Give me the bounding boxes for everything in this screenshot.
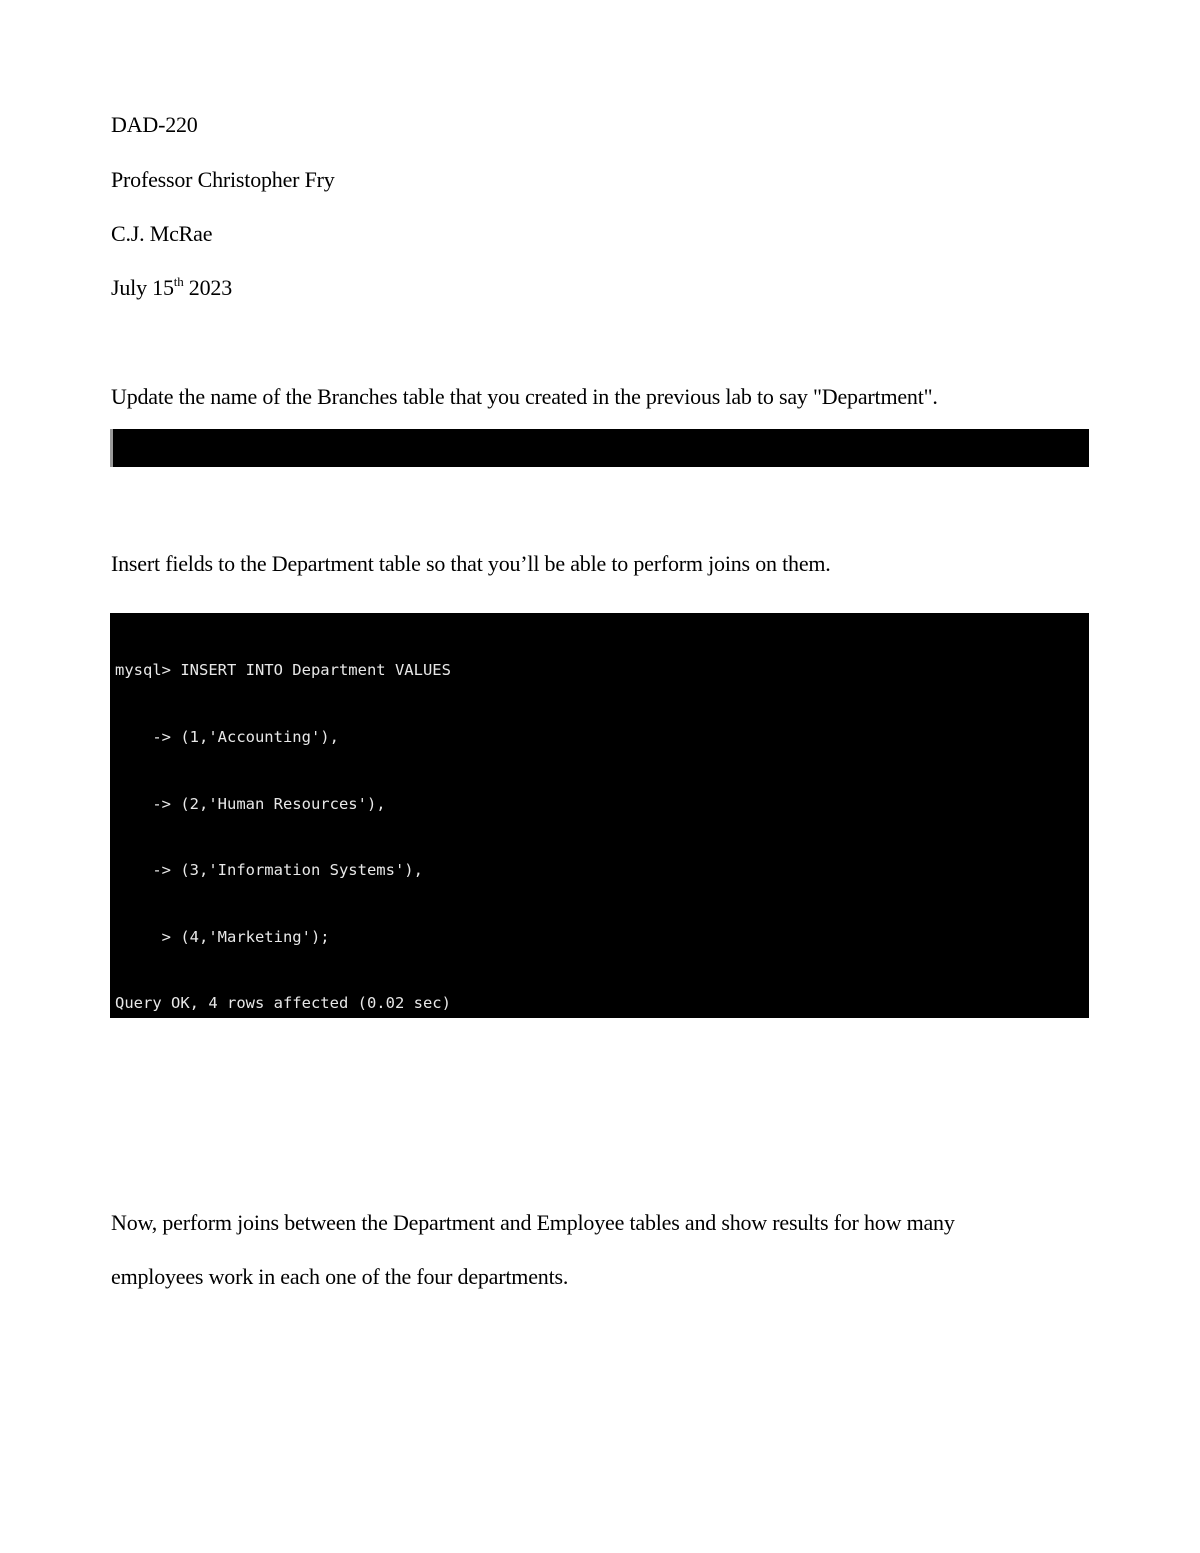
terminal-screenshot-insert	[110, 613, 1089, 1018]
instruction-rename: Update the name of the Branches table that you created in the previous lab to say "Department".	[111, 384, 938, 409]
instruction-joins-line2: employees work in each one of the four departments.	[111, 1264, 569, 1289]
terminal-line: -> (2,'Human Resources'),	[115, 794, 386, 813]
terminal-line: > (4,'Marketing');	[115, 927, 330, 946]
date-suffix: th	[173, 274, 184, 289]
instruction-insert: Insert fields to the Department table so that you’ll be able to perform joins on them.	[111, 551, 831, 576]
professor-name: Professor Christopher Fry	[111, 167, 335, 192]
submission-date	[111, 275, 232, 301]
terminal-line: -> (1,'Accounting'),	[115, 728, 339, 746]
student-name: C.J. McRae	[111, 221, 213, 246]
instruction-joins-line1: Now, perform joins between the Department and Employee tables and show results for how many	[111, 1210, 955, 1235]
terminal-line: Query OK, 4 rows affected (0.02 sec)	[115, 994, 451, 1013]
date-year: 2023	[183, 275, 233, 300]
date-month-day: July 15	[111, 275, 174, 300]
terminal-line: mysql> INSERT INTO Department VALUES	[115, 661, 451, 680]
terminal-cursor-bar	[110, 429, 113, 467]
terminal-output-rename	[115, 429, 544, 467]
terminal-output-insert	[115, 615, 479, 1018]
terminal-screenshot-rename	[110, 429, 1089, 467]
terminal-line: -> (3,'Information Systems'),	[115, 861, 423, 880]
course-code: DAD-220	[111, 112, 198, 137]
